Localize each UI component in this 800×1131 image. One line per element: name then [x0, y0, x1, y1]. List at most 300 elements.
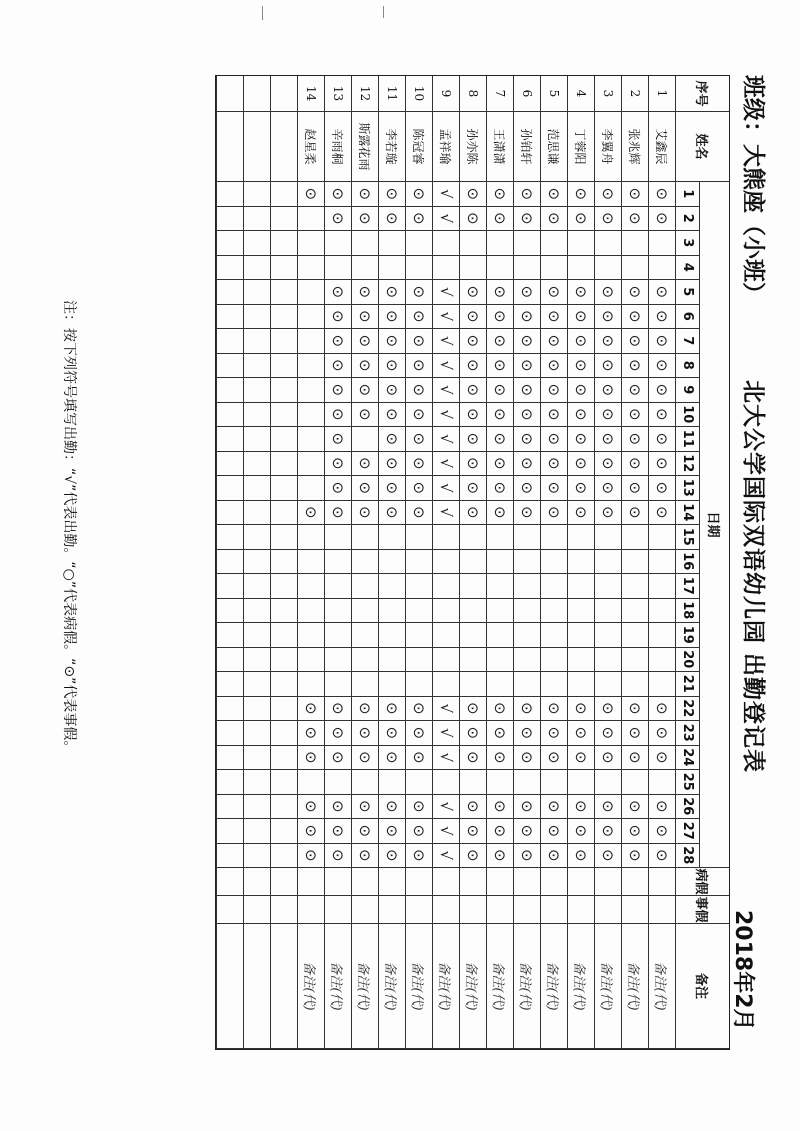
- attendance-mark: √: [432, 378, 459, 403]
- attendance-mark: ⊙: [405, 403, 432, 428]
- row-personal: [513, 896, 540, 924]
- attendance-mark: ⊙: [621, 403, 648, 428]
- attendance-mark: [405, 623, 432, 648]
- attendance-mark: [459, 623, 486, 648]
- attendance-mark: [270, 746, 297, 771]
- row-sick: [243, 868, 270, 896]
- attendance-mark: ⊙: [324, 354, 351, 379]
- attendance-mark: [432, 550, 459, 575]
- attendance-mark: ⊙: [540, 207, 567, 232]
- attendance-mark: ⊙: [405, 329, 432, 354]
- header-day: 22: [675, 697, 699, 722]
- attendance-mark: ⊙: [459, 329, 486, 354]
- attendance-mark: ⊙: [405, 452, 432, 477]
- attendance-mark: [351, 574, 378, 599]
- attendance-mark: ⊙: [648, 721, 675, 746]
- attendance-mark: ⊙: [540, 819, 567, 844]
- attendance-mark: ⊙: [297, 819, 324, 844]
- attendance-mark: √: [432, 819, 459, 844]
- attendance-mark: ⊙: [567, 501, 594, 526]
- row-seq: 1: [648, 76, 675, 112]
- attendance-mark: [432, 599, 459, 624]
- attendance-mark: [567, 550, 594, 575]
- attendance-mark: ⊙: [540, 721, 567, 746]
- header-sick: 病假: [675, 868, 729, 896]
- attendance-mark: ⊙: [459, 697, 486, 722]
- attendance-mark: ⊙: [648, 354, 675, 379]
- attendance-mark: ⊙: [459, 305, 486, 330]
- row-personal: [270, 896, 297, 924]
- attendance-mark: ⊙: [513, 280, 540, 305]
- attendance-mark: ⊙: [567, 403, 594, 428]
- attendance-mark: [459, 770, 486, 795]
- attendance-mark: [405, 525, 432, 550]
- attendance-mark: [270, 844, 297, 869]
- attendance-mark: ⊙: [297, 746, 324, 771]
- attendance-mark: [648, 256, 675, 281]
- attendance-mark: ⊙: [459, 746, 486, 771]
- attendance-mark: [567, 623, 594, 648]
- attendance-mark: ⊙: [621, 329, 648, 354]
- attendance-mark: [567, 770, 594, 795]
- attendance-mark: [378, 574, 405, 599]
- attendance-mark: [243, 623, 270, 648]
- row-personal: [594, 896, 621, 924]
- attendance-mark: [513, 599, 540, 624]
- attendance-mark: ⊙: [513, 182, 540, 207]
- attendance-mark: ⊙: [648, 452, 675, 477]
- attendance-mark: √: [432, 403, 459, 428]
- legend-note: 注：按下列符号填写出勤：“√”代表出勤。“○”代表病假。“⊙”代表事假。: [61, 300, 77, 755]
- attendance-mark: [567, 256, 594, 281]
- row-sick: [459, 868, 486, 896]
- attendance-mark: [270, 452, 297, 477]
- attendance-mark: ⊙: [648, 795, 675, 820]
- attendance-mark: ⊙: [405, 305, 432, 330]
- attendance-mark: ⊙: [405, 795, 432, 820]
- class-label: 班级：大熊座（小班）: [740, 75, 766, 305]
- attendance-mark: [405, 574, 432, 599]
- attendance-mark: [621, 599, 648, 624]
- row-personal: [405, 896, 432, 924]
- attendance-mark: [270, 697, 297, 722]
- row-sick: [324, 868, 351, 896]
- attendance-mark: [432, 672, 459, 697]
- attendance-mark: ⊙: [648, 501, 675, 526]
- row-remark-empty: [243, 924, 270, 1049]
- attendance-mark: [540, 574, 567, 599]
- attendance-mark: √: [432, 501, 459, 526]
- attendance-mark: √: [432, 207, 459, 232]
- row-name-empty: [270, 112, 297, 182]
- row-seq: 6: [513, 76, 540, 112]
- header-personal: 事假: [675, 896, 729, 924]
- attendance-mark: ⊙: [324, 452, 351, 477]
- attendance-mark: [216, 819, 243, 844]
- attendance-mark: [324, 770, 351, 795]
- attendance-mark: ⊙: [351, 403, 378, 428]
- attendance-mark: [297, 452, 324, 477]
- row-name: 陈冠睿: [405, 112, 432, 182]
- attendance-mark: [243, 501, 270, 526]
- attendance-mark: [567, 648, 594, 673]
- attendance-mark: ⊙: [351, 207, 378, 232]
- attendance-mark: [270, 207, 297, 232]
- attendance-mark: ⊙: [594, 697, 621, 722]
- attendance-mark: [243, 844, 270, 869]
- row-remark: 备注(代): [540, 924, 567, 1049]
- attendance-mark: ⊙: [351, 305, 378, 330]
- attendance-mark: [594, 770, 621, 795]
- attendance-mark: ⊙: [324, 721, 351, 746]
- attendance-mark: √: [432, 305, 459, 330]
- attendance-mark: ⊙: [405, 501, 432, 526]
- attendance-mark: [486, 648, 513, 673]
- attendance-mark: ⊙: [648, 329, 675, 354]
- attendance-mark: ⊙: [648, 182, 675, 207]
- attendance-mark: ⊙: [459, 844, 486, 869]
- attendance-mark: ⊙: [486, 452, 513, 477]
- row-seq-empty: [270, 76, 297, 112]
- attendance-mark: [513, 574, 540, 599]
- attendance-mark: √: [432, 280, 459, 305]
- attendance-mark: ⊙: [459, 354, 486, 379]
- attendance-mark: ⊙: [324, 280, 351, 305]
- attendance-mark: [540, 599, 567, 624]
- attendance-mark: [243, 305, 270, 330]
- attendance-mark: ⊙: [378, 305, 405, 330]
- header-remark: 备注: [675, 924, 729, 1049]
- attendance-mark: ⊙: [648, 476, 675, 501]
- header-day: 25: [675, 770, 699, 795]
- attendance-mark: ⊙: [513, 501, 540, 526]
- row-name: 孙铂轩: [513, 112, 540, 182]
- attendance-mark: ⊙: [378, 427, 405, 452]
- attendance-mark: [540, 648, 567, 673]
- attendance-mark: [621, 525, 648, 550]
- attendance-mark: [243, 648, 270, 673]
- attendance-mark: ⊙: [594, 721, 621, 746]
- attendance-mark: ⊙: [648, 697, 675, 722]
- attendance-mark: ⊙: [540, 795, 567, 820]
- header-seq: 序号: [675, 76, 729, 112]
- attendance-mark: ⊙: [378, 452, 405, 477]
- attendance-mark: ⊙: [648, 305, 675, 330]
- header-name: 姓名: [675, 112, 729, 182]
- header-day: 17: [675, 574, 699, 599]
- attendance-mark: ⊙: [378, 182, 405, 207]
- attendance-mark: ⊙: [378, 476, 405, 501]
- attendance-mark: ⊙: [513, 476, 540, 501]
- attendance-mark: ⊙: [486, 305, 513, 330]
- attendance-mark: [270, 795, 297, 820]
- attendance-mark: [216, 648, 243, 673]
- attendance-mark: [270, 623, 297, 648]
- row-sick: [540, 868, 567, 896]
- attendance-mark: [270, 378, 297, 403]
- attendance-mark: [648, 525, 675, 550]
- attendance-mark: [621, 231, 648, 256]
- attendance-mark: [621, 770, 648, 795]
- row-sick: [648, 868, 675, 896]
- header-day: 6: [675, 305, 699, 330]
- row-personal: [540, 896, 567, 924]
- attendance-mark: [297, 427, 324, 452]
- attendance-mark: [297, 525, 324, 550]
- attendance-mark: ⊙: [459, 378, 486, 403]
- attendance-mark: [432, 256, 459, 281]
- attendance-mark: ⊙: [459, 795, 486, 820]
- attendance-mark: ⊙: [405, 697, 432, 722]
- attendance-mark: [513, 525, 540, 550]
- attendance-mark: ⊙: [567, 476, 594, 501]
- attendance-mark: [297, 378, 324, 403]
- attendance-mark: [216, 256, 243, 281]
- attendance-mark: ⊙: [540, 452, 567, 477]
- attendance-mark: ⊙: [621, 501, 648, 526]
- attendance-mark: [648, 599, 675, 624]
- attendance-mark: [486, 550, 513, 575]
- attendance-mark: [243, 770, 270, 795]
- attendance-mark: ⊙: [486, 403, 513, 428]
- attendance-mark: [459, 574, 486, 599]
- attendance-mark: ⊙: [513, 305, 540, 330]
- row-name-empty: [243, 112, 270, 182]
- attendance-mark: ⊙: [594, 795, 621, 820]
- header-day: 24: [675, 746, 699, 771]
- attendance-mark: [405, 648, 432, 673]
- row-seq: 5: [540, 76, 567, 112]
- row-name: 辛雨桐: [324, 112, 351, 182]
- attendance-mark: [324, 231, 351, 256]
- attendance-mark: [486, 599, 513, 624]
- attendance-mark: ⊙: [540, 305, 567, 330]
- attendance-mark: [297, 231, 324, 256]
- row-personal: [324, 896, 351, 924]
- attendance-mark: ⊙: [513, 427, 540, 452]
- attendance-mark: ⊙: [567, 844, 594, 869]
- attendance-mark: ⊙: [594, 354, 621, 379]
- row-remark: 备注(代): [459, 924, 486, 1049]
- attendance-mark: [216, 599, 243, 624]
- attendance-mark: ⊙: [378, 746, 405, 771]
- attendance-mark: ⊙: [594, 280, 621, 305]
- attendance-mark: [378, 231, 405, 256]
- attendance-mark: [243, 378, 270, 403]
- row-seq: 14: [297, 76, 324, 112]
- row-sick: [216, 868, 243, 896]
- attendance-mark: [378, 256, 405, 281]
- attendance-mark: √: [432, 697, 459, 722]
- attendance-mark: [378, 525, 405, 550]
- attendance-mark: ⊙: [513, 403, 540, 428]
- attendance-mark: [486, 256, 513, 281]
- attendance-mark: ⊙: [351, 746, 378, 771]
- attendance-mark: ⊙: [540, 354, 567, 379]
- attendance-mark: [270, 476, 297, 501]
- attendance-mark: ⊙: [594, 844, 621, 869]
- attendance-mark: [270, 550, 297, 575]
- attendance-mark: ⊙: [324, 378, 351, 403]
- row-sick: [351, 868, 378, 896]
- attendance-mark: ⊙: [594, 501, 621, 526]
- attendance-mark: ⊙: [486, 329, 513, 354]
- attendance-mark: [459, 599, 486, 624]
- attendance-mark: ⊙: [567, 280, 594, 305]
- attendance-mark: [486, 574, 513, 599]
- attendance-mark: [216, 403, 243, 428]
- attendance-mark: ⊙: [405, 427, 432, 452]
- attendance-mark: [648, 672, 675, 697]
- attendance-mark: [297, 329, 324, 354]
- attendance-mark: ⊙: [378, 844, 405, 869]
- header-day: 13: [675, 476, 699, 501]
- attendance-mark: [297, 256, 324, 281]
- attendance-mark: [270, 501, 297, 526]
- attendance-mark: [324, 672, 351, 697]
- attendance-mark: [216, 844, 243, 869]
- row-name: 斯露花雨: [351, 112, 378, 182]
- attendance-mark: ⊙: [324, 501, 351, 526]
- attendance-mark: ⊙: [351, 819, 378, 844]
- attendance-mark: [243, 427, 270, 452]
- attendance-mark: [243, 819, 270, 844]
- attendance-mark: ⊙: [621, 795, 648, 820]
- attendance-mark: ⊙: [351, 721, 378, 746]
- attendance-mark: [432, 770, 459, 795]
- attendance-mark: ⊙: [459, 476, 486, 501]
- attendance-mark: [324, 623, 351, 648]
- attendance-mark: ⊙: [324, 795, 351, 820]
- attendance-mark: [243, 550, 270, 575]
- attendance-mark: [216, 574, 243, 599]
- attendance-mark: ⊙: [540, 844, 567, 869]
- attendance-mark: [513, 550, 540, 575]
- row-seq: 8: [459, 76, 486, 112]
- attendance-mark: [270, 427, 297, 452]
- attendance-mark: ⊙: [378, 697, 405, 722]
- row-seq: 10: [405, 76, 432, 112]
- attendance-mark: [243, 672, 270, 697]
- attendance-mark: ⊙: [567, 354, 594, 379]
- attendance-mark: ⊙: [405, 721, 432, 746]
- attendance-mark: ⊙: [486, 280, 513, 305]
- attendance-mark: ⊙: [594, 427, 621, 452]
- attendance-mark: [594, 231, 621, 256]
- attendance-mark: [648, 770, 675, 795]
- row-sick: [378, 868, 405, 896]
- attendance-mark: [648, 623, 675, 648]
- attendance-mark: [324, 574, 351, 599]
- attendance-mark: [459, 525, 486, 550]
- attendance-mark: ⊙: [567, 795, 594, 820]
- attendance-mark: ⊙: [567, 746, 594, 771]
- attendance-mark: ⊙: [351, 844, 378, 869]
- row-remark-empty: [216, 924, 243, 1049]
- attendance-mark: ⊙: [405, 476, 432, 501]
- row-personal: [567, 896, 594, 924]
- attendance-mark: ⊙: [351, 697, 378, 722]
- attendance-mark: ⊙: [297, 795, 324, 820]
- attendance-mark: [216, 354, 243, 379]
- attendance-mark: [243, 746, 270, 771]
- attendance-mark: [351, 427, 378, 452]
- attendance-mark: [513, 623, 540, 648]
- attendance-mark: ⊙: [486, 182, 513, 207]
- attendance-mark: ⊙: [567, 207, 594, 232]
- header-day: 5: [675, 280, 699, 305]
- attendance-mark: [216, 280, 243, 305]
- attendance-mark: [297, 672, 324, 697]
- attendance-mark: [216, 207, 243, 232]
- attendance-mark: ⊙: [459, 721, 486, 746]
- row-name: 李翼舟: [594, 112, 621, 182]
- attendance-mark: [216, 746, 243, 771]
- header-day: 26: [675, 795, 699, 820]
- attendance-mark: [243, 574, 270, 599]
- header-day: 16: [675, 550, 699, 575]
- attendance-mark: [486, 525, 513, 550]
- attendance-mark: ⊙: [486, 476, 513, 501]
- attendance-mark: ⊙: [594, 207, 621, 232]
- header-day: 20: [675, 648, 699, 673]
- attendance-mark: [297, 305, 324, 330]
- attendance-mark: ⊙: [621, 427, 648, 452]
- attendance-mark: ⊙: [540, 501, 567, 526]
- attendance-mark: [432, 623, 459, 648]
- attendance-mark: [270, 819, 297, 844]
- attendance-mark: [216, 795, 243, 820]
- attendance-mark: ⊙: [513, 452, 540, 477]
- header-day: 27: [675, 819, 699, 844]
- attendance-mark: √: [432, 427, 459, 452]
- attendance-mark: [540, 256, 567, 281]
- attendance-mark: ⊙: [513, 329, 540, 354]
- attendance-mark: [243, 182, 270, 207]
- attendance-mark: [216, 525, 243, 550]
- attendance-mark: [216, 697, 243, 722]
- attendance-mark: [243, 721, 270, 746]
- row-sick: [270, 868, 297, 896]
- attendance-mark: ⊙: [621, 182, 648, 207]
- row-name: 张兆辉: [621, 112, 648, 182]
- attendance-mark: [351, 550, 378, 575]
- attendance-mark: ⊙: [459, 501, 486, 526]
- attendance-mark: ⊙: [405, 378, 432, 403]
- attendance-mark: [432, 574, 459, 599]
- attendance-mark: ⊙: [567, 329, 594, 354]
- row-sick: [405, 868, 432, 896]
- attendance-mark: ⊙: [621, 746, 648, 771]
- header-day: 1: [675, 182, 699, 207]
- attendance-mark: ⊙: [621, 305, 648, 330]
- attendance-mark: [351, 256, 378, 281]
- attendance-mark: ⊙: [540, 280, 567, 305]
- attendance-mark: [648, 231, 675, 256]
- attendance-mark: [513, 256, 540, 281]
- attendance-mark: ⊙: [405, 207, 432, 232]
- attendance-mark: [243, 476, 270, 501]
- attendance-mark: [405, 550, 432, 575]
- attendance-mark: √: [432, 182, 459, 207]
- sheet-title: 北大公学国际双语幼儿园 出勤登记表: [740, 380, 766, 774]
- attendance-mark: [540, 623, 567, 648]
- attendance-mark: [270, 231, 297, 256]
- attendance-mark: [243, 795, 270, 820]
- attendance-mark: [270, 182, 297, 207]
- row-remark: 备注(代): [297, 924, 324, 1049]
- row-sick: [486, 868, 513, 896]
